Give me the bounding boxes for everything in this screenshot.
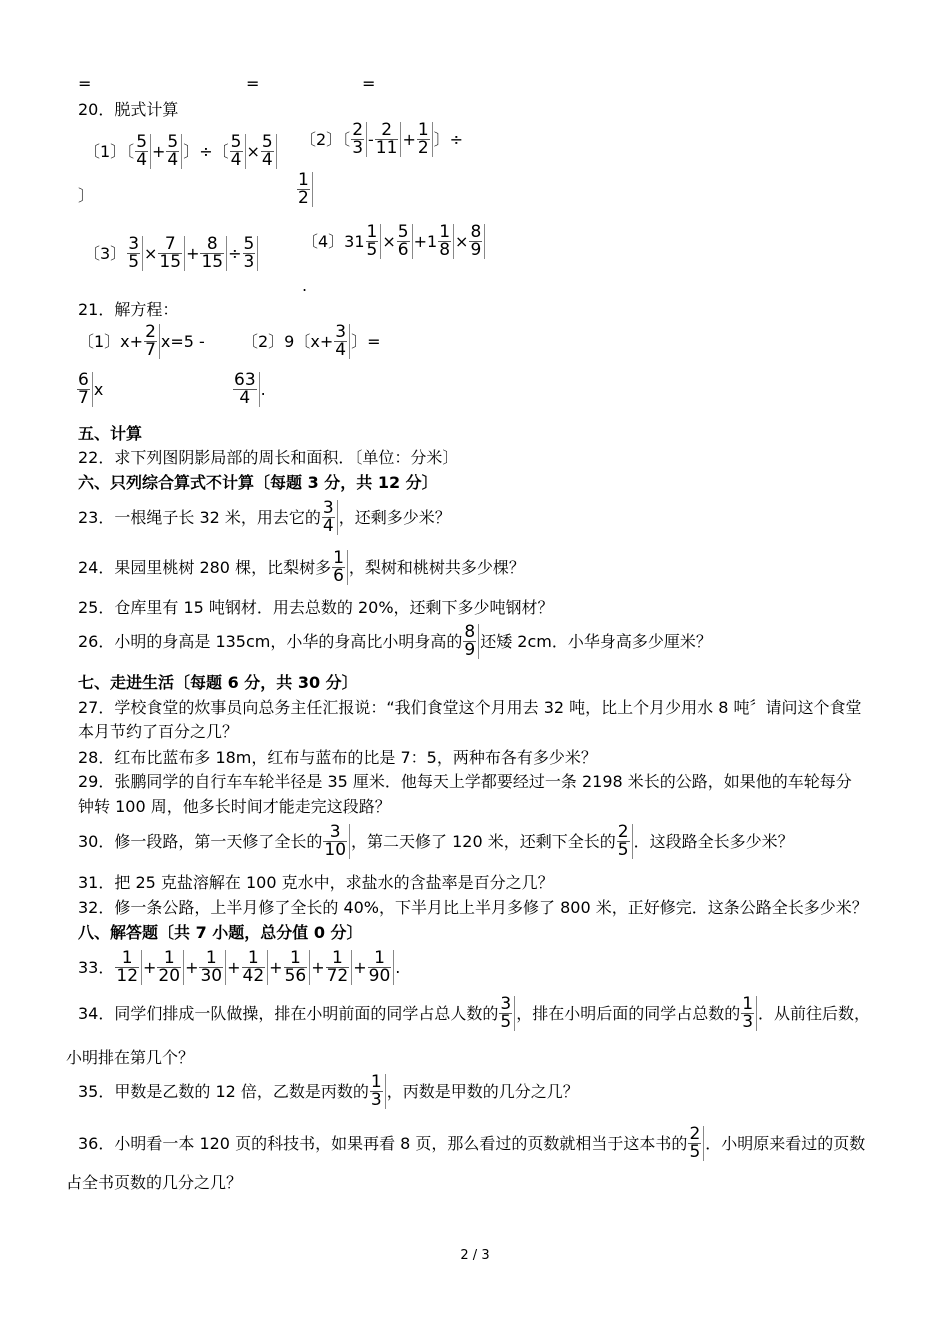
- section-6-title: 六、只列综合算式不计算〔每题 3 分，共 12 分〕: [78, 473, 438, 492]
- q33-plus: +: [227, 957, 241, 977]
- q33: 33． $\frac{1}{12}$ + $\frac{1}{20}$ + $\frac{1}{30}$ + $\frac{1}{42}$ + $\frac{1}{56}$ + $\frac{1}{72}$ + $\frac{1}{90}$ .: [78, 948, 401, 986]
- q27-line1: 27．学校食堂的炊事员向总务主任汇报说：“我们食堂这个月用去 32 吨，比上个月少用水 8 吨〞请问这个食堂: [78, 698, 862, 717]
- q21-part2-rhs: $\frac{63}{4}$ .: [234, 370, 266, 408]
- q33-fraction: $\frac{1}{30}$: [199, 950, 226, 985]
- section-5-title: 五、计算: [78, 424, 143, 443]
- q22: 22．求下列图阴影局部的周长和面积．〔单位：分米〕: [78, 448, 459, 467]
- q20-part2-divisor: $\frac{1}{2}$: [296, 172, 314, 207]
- q36-line2: 占全书页数的几分之几？: [66, 1173, 243, 1192]
- q20-part4-dot: .: [302, 276, 308, 295]
- q34-line2: 小明排在第几个？: [66, 1048, 195, 1067]
- q33-fraction: $\frac{1}{42}$: [242, 950, 269, 985]
- q27-line2: 本月节约了百分之几？: [78, 722, 239, 741]
- q31: 31．把 25 克盐溶解在 100 克水中，求盐水的含盐率是百分之几？: [78, 873, 554, 892]
- q23: 23．一根绳子长 32 米，用去它的 $\frac{3}{4}$ ，还剩多少米？: [78, 498, 451, 536]
- q33-plus: +: [311, 957, 325, 977]
- q30: 30．修一段路，第一天修了全长的 $\frac{3}{10}$ ，第二天修了 120 米，还剩下全长的 $\frac{2}{5}$ ．这段路全长多少米？: [78, 822, 794, 860]
- q33-fraction: $\frac{1}{20}$: [157, 950, 184, 985]
- q32: 32．修一条公路，上半月修了全长的 40%，下半月比上半月多修了 800 米，正好修完．这条公路全长多少米？: [78, 898, 868, 917]
- q20-title: 20．脱式计算: [78, 100, 179, 119]
- q21-title: 21．解方程：: [78, 300, 179, 319]
- q20-part2: 〔2〕〔 $\frac{2}{3}$ - $\frac{2}{11}$ + $\frac{1}{2}$ 〕÷: [300, 120, 464, 158]
- q28: 28．红布比蓝布多 18m，红布与蓝布的比是 7：5，两种布各有多少米？: [78, 748, 597, 767]
- section-8-title: 八、解答题〔共 7 小题，总分值 0 分〕: [78, 923, 363, 942]
- q20-part3: 〔3〕 $\frac{3}{5}$ × $\frac{7}{15}$ + $\frac{8}{15}$ ÷ $\frac{5}{3}$: [84, 236, 259, 271]
- q33-plus: +: [185, 957, 199, 977]
- q33-fraction: $\frac{1}{56}$: [284, 950, 311, 985]
- q34-line1: 34．同学们排成一队做操，排在小明前面的同学占总人数的 $\frac{3}{5}$ ，排在小明后面的同学占总数的 $\frac{1}{3}$ ．从前往后数，: [78, 994, 871, 1032]
- equals-2: =: [246, 74, 260, 93]
- q25: 25．仓库里有 15 吨钢材．用去总数的 20%，还剩下多少吨钢材？: [78, 598, 554, 617]
- q33-fraction: $\frac{1}{72}$: [326, 950, 353, 985]
- q36-line1: 36．小明看一本 120 页的科技书，如果再看 8 页，那么看过的页数就相当于这本书的 $\frac{2}{5}$ ．小明原来看过的页数: [78, 1124, 866, 1162]
- q21-part1: 〔1〕x+ $\frac{2}{7}$ x=5 -: [78, 322, 205, 360]
- q29-line1: 29．张鹏同学的自行车车轮半径是 35 厘米．他每天上学都要经过一条 2198 米长的公路，如果他的车轮每分: [78, 772, 852, 791]
- q20-part1-close: 〕: [78, 186, 95, 205]
- q21-part2: 〔2〕9〔x+ $\frac{3}{4}$ 〕=: [242, 322, 381, 360]
- section-7-title: 七、走进生活〔每题 6 分，共 30 分〕: [78, 673, 358, 692]
- q35: 35．甲数是乙数的 12 倍，乙数是丙数的 $\frac{1}{3}$ ，丙数是甲数的几分之几？: [78, 1072, 579, 1110]
- q20-part4: 〔4〕31 $\frac{1}{5}$ × $\frac{5}{6}$ +1 $\frac{1}{8}$ × $\frac{8}{9}$: [302, 224, 486, 259]
- q33-fraction: $\frac{1}{12}$: [115, 950, 142, 985]
- page-number: 2 / 3: [460, 1248, 490, 1263]
- q20-part1: 〔1〕〔 $\frac{5}{4}$ + $\frac{5}{4}$ 〕÷〔 $\frac{5}{4}$ × $\frac{5}{4}$: [84, 134, 278, 169]
- q33-plus: +: [353, 957, 367, 977]
- equals-1: =: [78, 74, 92, 93]
- q24: 24．果园里桃树 280 棵，比梨树多 $\frac{1}{6}$ ，梨树和桃树共多少棵？: [78, 548, 525, 586]
- q33-fraction: $\frac{1}{90}$: [368, 950, 395, 985]
- q26: 26．小明的身高是 135cm，小华的身高比小明身高的 $\frac{8}{9}$ 还矮 2cm．小华身高多少厘米？: [78, 622, 712, 660]
- q21-part1-rhs: $\frac{6}{7}$ x: [78, 370, 104, 408]
- q33-plus: +: [269, 957, 283, 977]
- q29-line2: 钟转 100 周，他多长时间才能走完这段路？: [78, 797, 391, 816]
- q33-plus: +: [143, 957, 157, 977]
- equals-3: =: [362, 74, 376, 93]
